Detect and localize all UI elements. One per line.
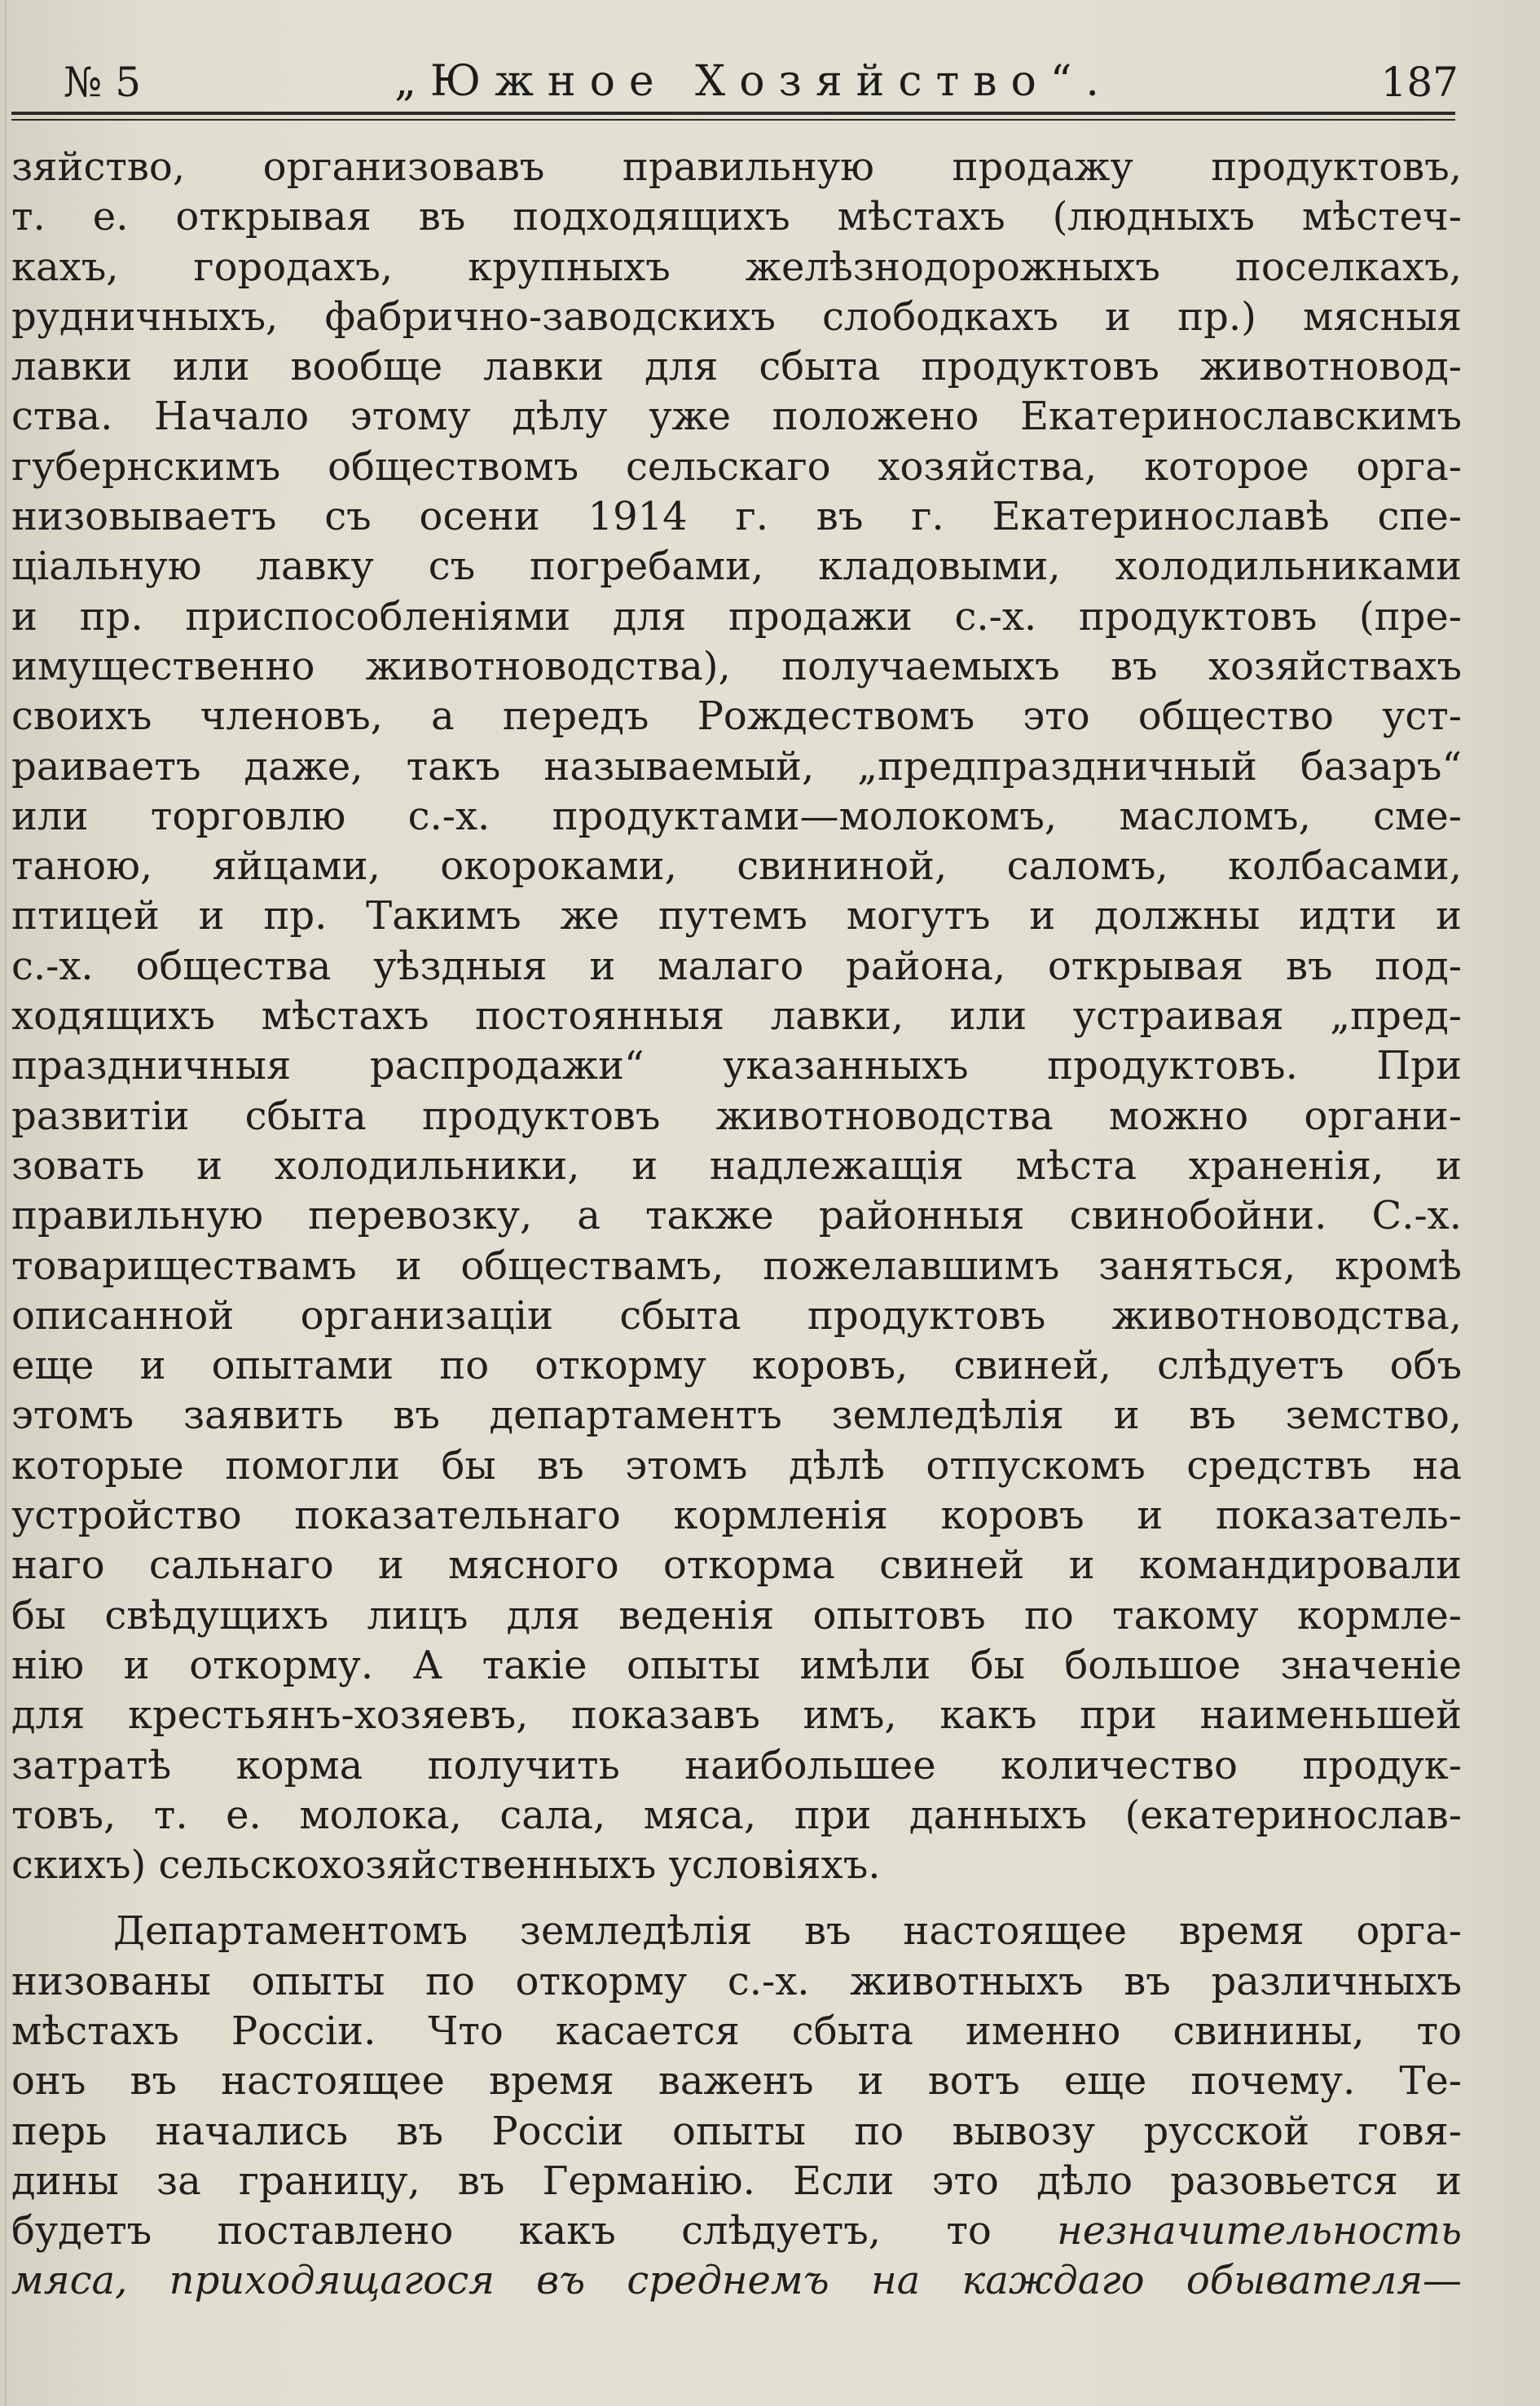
text-line: рудничныхъ, фабрично-заводскихъ слободкахъ и пр.) мясныя <box>11 293 1462 340</box>
text-line: наго сальнаго и мясного откорма свиней и командировали <box>11 1542 1462 1589</box>
text-line: птицей и пр. Такимъ же путемъ могутъ и должны идти и <box>11 893 1462 939</box>
italic-line: мяса, приходящагося въ среднемъ на каждаго обывателя— <box>11 2258 1462 2304</box>
text-line: мѣстахъ Россіи. Что касается сбыта именно свинины, то <box>11 2008 1462 2054</box>
page-number: 187 <box>1380 59 1459 106</box>
text-line: ціальную лавку съ погребами, кладовыми, холодильниками <box>11 543 1462 590</box>
text-line: имущественно животноводства), получаемыхъ въ хозяйствахъ <box>11 643 1462 689</box>
text-line: лавки или вообще лавки для сбыта продуктовъ животновод- <box>11 344 1462 390</box>
text-line: нію и откорму. А такіе опыты имѣли бы большое значеніе <box>11 1642 1462 1688</box>
text-line: и пр. приспособленіями для продажи с.-х. продуктовъ (пре- <box>11 593 1462 640</box>
text-line: Департаментомъ земледѣлія въ настоящее время орга- <box>113 1908 1462 1955</box>
text-line: с.-х. общества уѣздныя и малаго района, открывая въ под- <box>11 943 1462 989</box>
text-line: онъ въ настоящее время важенъ и вотъ еще почему. Те- <box>11 2058 1462 2105</box>
text-line: низованы опыты по откорму с.-х. животныхъ въ различныхъ <box>11 1958 1462 2004</box>
mixed-line-italic: незначительность <box>1057 2208 1462 2254</box>
text-line: праздничныя распродажи“ указанныхъ продуктовъ. При <box>11 1043 1462 1089</box>
journal-title: „Южное Хозяйство“. <box>394 57 1113 106</box>
text-line: затратѣ корма получить наибольшее количество продук- <box>11 1742 1462 1788</box>
text-line: которые помогли бы въ этомъ дѣлѣ отпускомъ средствъ на <box>11 1442 1462 1489</box>
paragraph-1 <box>11 143 1462 1890</box>
text-line: таною, яйцами, окороками, свининой, саломъ, колбасами, <box>11 843 1462 890</box>
text-line: правильную перевозку, а также районныя свинобойни. С.-х. <box>11 1193 1462 1239</box>
text-line: кахъ, городахъ, крупныхъ желѣзнодорожныхъ поселкахъ, <box>11 244 1462 290</box>
text-line: бы свѣдущихъ лицъ для веденія опытовъ по такому кормле- <box>11 1592 1462 1638</box>
text-line: зовать и холодильники, и надлежащія мѣста храненія, и <box>11 1142 1462 1189</box>
paragraph-gap <box>11 1890 1462 1907</box>
text-line: своихъ членовъ, а передъ Рождествомъ это общество уст- <box>11 693 1462 740</box>
text-line: товариществамъ и обществамъ, пожелавшимъ заняться, кромѣ <box>11 1243 1462 1289</box>
text-line: скихъ) сельскохозяйственныхъ условіяхъ. <box>11 1842 881 1889</box>
text-line: зяйство, организовавъ правильную продажу продуктовъ, <box>11 144 1462 190</box>
text-line: еще и опытами по откорму коровъ, свиней, слѣдуетъ объ <box>11 1343 1462 1389</box>
text-line: развитіи сбыта продуктовъ животноводства можно органи- <box>11 1093 1462 1139</box>
paragraph-2 <box>11 1907 1462 2206</box>
text-line: этомъ заявить въ департаментъ земледѣлія и въ земство, <box>11 1392 1462 1439</box>
header-rule-thick <box>11 112 1455 115</box>
text-line: описанной организаціи сбыта продуктовъ животноводства, <box>11 1292 1462 1339</box>
issue-number: № 5 <box>64 59 142 106</box>
text-line: т. е. открывая въ подходящихъ мѣстахъ (людныхъ мѣстеч- <box>11 194 1462 240</box>
text-line: губернскимъ обществомъ сельскаго хозяйства, которое орга- <box>11 443 1462 490</box>
header-rule-thin <box>11 119 1455 121</box>
text-line: или торговлю с.-х. продуктами—молокомъ, масломъ, сме- <box>11 793 1462 839</box>
text-line: устройство показательнаго кормленія коровъ и показатель- <box>11 1493 1462 1539</box>
mixed-line-normal: будетъ поставлено какъ слѣдуетъ, то <box>11 2208 1058 2254</box>
text-line: перь начались въ Россіи опыты по вывозу русской говя- <box>11 2108 1462 2154</box>
page-margin-line <box>5 0 7 2406</box>
page-header <box>49 55 1459 112</box>
mixed-line <box>11 2206 1462 2256</box>
text-line: товъ, т. е. молока, сала, мяса, при данныхъ (екатеринослав- <box>11 1792 1462 1838</box>
article-body <box>11 143 1462 2307</box>
text-line: низовываетъ съ осени 1914 г. въ г. Екатеринославѣ спе- <box>11 494 1462 540</box>
text-line: дины за границу, въ Германію. Если это дѣло разовьется и <box>11 2157 1462 2204</box>
text-line: для крестьянъ-хозяевъ, показавъ имъ, какъ при наименьшей <box>11 1692 1462 1739</box>
text-line: ходящихъ мѣстахъ постоянныя лавки, или устраивая „пред- <box>11 993 1462 1040</box>
text-line: раиваетъ даже, такъ называемый, „предпраздничный базаръ“ <box>11 743 1462 790</box>
text-line: ства. Начало этому дѣлу уже положено Екатеринославскимъ <box>11 394 1462 440</box>
